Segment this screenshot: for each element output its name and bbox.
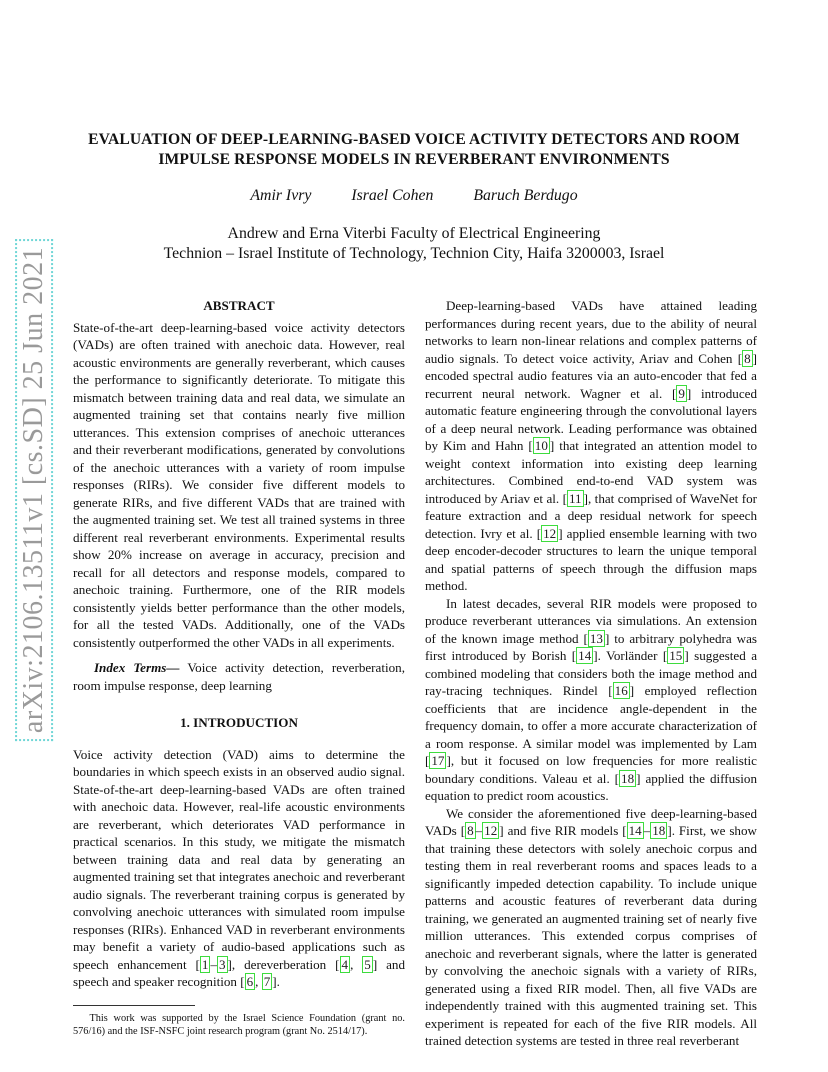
paragraph-text: ] applied the diffusion equation to predict room acoustics. xyxy=(425,770,757,803)
paragraph-text: , xyxy=(350,956,363,972)
citation-link[interactable]: 8 xyxy=(467,823,474,838)
paragraph-text: ] encoded spectral audio features via an auto-encoder that fed a recurrent neural network. Wagner et al. [ xyxy=(425,350,757,401)
title-line-2: IMPULSE RESPONSE MODELS IN REVERBERANT ENVIRONMENTS xyxy=(158,151,670,168)
paragraph-text: ] employed reflection coefficients that are incidence angle-dependent in the frequency domain, to offer a more accurate characterization of a room response. A similar model was implemented by Lam [ xyxy=(425,683,757,768)
citation-link[interactable]: 4 xyxy=(341,956,349,972)
paragraph-text: ] to arbitrary polyhedra was first introduced by Borish [ xyxy=(425,630,758,663)
arxiv-stamp xyxy=(12,246,56,734)
intro-paragraph-1 xyxy=(73,746,405,991)
intro-paragraph-2 xyxy=(425,297,757,595)
citation-link[interactable]: 1 xyxy=(201,956,209,972)
paragraph-text: , xyxy=(255,974,262,989)
paragraph-text: We consider the aforementioned five deep-learning-based VADs [ xyxy=(425,805,757,838)
affiliation xyxy=(60,224,768,264)
intro-paragraph-4 xyxy=(425,805,757,1050)
citation-link[interactable]: 14 xyxy=(578,648,592,663)
paragraph-text: – xyxy=(475,823,483,838)
index-terms-label: Index Terms— xyxy=(93,660,180,675)
footnote: This work was supported by the Israel Science Foundation (grant no. 576/16) and the ISF-NSFC joint research program (grant No. 2514/17). xyxy=(73,1012,405,1037)
citation-link[interactable]: 13 xyxy=(589,630,603,646)
citation-link[interactable]: 7 xyxy=(263,974,271,989)
author-name: Baruch Berdugo xyxy=(473,187,578,204)
citation-link[interactable]: 11 xyxy=(568,490,582,506)
citation-link[interactable]: 17 xyxy=(431,753,445,768)
intro-heading: 1. INTRODUCTION xyxy=(180,715,298,730)
citation-link[interactable]: 18 xyxy=(652,823,666,838)
citation-link[interactable]: 14 xyxy=(628,823,642,838)
arxiv-identifier[interactable]: arXiv:2106.13511v1 [cs.SD] 25 Jun 2021 xyxy=(15,239,53,741)
citation-link[interactable]: 3 xyxy=(218,956,226,972)
paragraph-text: ], that comprised of WaveNet for feature extraction and a deep residual network for speech detection. Ivry et al. [ xyxy=(425,490,757,541)
paragraph-text: ] that integrated an attention model to weight context information into existing deep learning architectures. Combined end-to-end VAD system was introduced by Ariav et al. [ xyxy=(425,438,758,506)
author-name: Amir Ivry xyxy=(250,187,312,204)
paragraph-text: In latest decades, several RIR models were proposed to produce reverberant utterances via simulations. An extension of the known image method [ xyxy=(425,595,757,646)
paragraph-text: ] suggested a combined modeling that considers both the image method and ray-tracing techniques. Rindel [ xyxy=(425,648,757,698)
paragraph-text: ] and speech and speaker recognition [ xyxy=(73,956,405,989)
citation-link[interactable]: 15 xyxy=(669,648,683,663)
paragraph-text: ] introduced automatic feature engineering through the convolutional layers of a deep neural network. Leading performance was obtained by Kim and Hahn [ xyxy=(425,385,757,453)
paragraph-text: ]. xyxy=(272,974,280,989)
paragraph-text: ], but it focused on low frequencies for more realistic boundary conditions. Valeau et al. [ xyxy=(425,753,757,786)
affiliation-line-2: Technion – Israel Institute of Technology, Technion City, Haifa 3200003, Israel xyxy=(163,245,665,262)
abstract-text: State-of-the-art deep-learning-based voice activity detectors (VADs) are often trained with anechoic data. However, real acoustic environments are generally reverberant, which causes the performance to significantly deteriorate. To mitigate this mismatch between training data and real data, we simulate an augmented training set that contains nearly five million utterances. This extension comprises of anechoic utterances and their reverberant modifications, generated by convolutions of the anechoic utterances with a variety of room impulse responses (RIRs). We consider five different models to generate RIRs, and five different VADs that are trained with the augmented training set. We test all trained systems in three different real reverberant environments. Experimental results show 20% increase on average in accuracy, precision and recall for all detectors and response models, compared to anechoic training. Furthermore, one of the RIR models consistently yields better performance than the other models, for all the tested VADs. Additionally, one of the VADs consistently outperformed the other VADs in all experiments. xyxy=(73,319,405,650)
intro-paragraph-3 xyxy=(425,595,757,805)
title-line-1: EVALUATION OF DEEP-LEARNING-BASED VOICE ACTIVITY DETECTORS AND ROOM xyxy=(88,131,740,148)
citation-link[interactable]: 10 xyxy=(534,438,548,453)
paragraph-text: ] and five RIR models [ xyxy=(499,823,627,838)
abstract-heading: ABSTRACT xyxy=(203,298,275,313)
citation-link[interactable]: 6 xyxy=(246,974,254,989)
paragraph-text: – xyxy=(643,823,651,838)
citation-link[interactable]: 9 xyxy=(678,385,685,401)
affiliation-line-1: Andrew and Erna Viterbi Faculty of Electrical Engineering xyxy=(227,225,601,242)
citation-link[interactable]: 18 xyxy=(621,770,635,786)
paragraph-text: ]. First, we show that training these detectors with solely anechoic corpus and testing them in real reverberant rooms and spaces leads to a significantly impeded detection capability. To include unique patterns and acoustic features of reverberant data during training, we generated an augmented training set of nearly five million utterances. This extended corpus comprises of anechoic and reverberant signals, where the latter is generated by convolving the anechoic signals with a variety of RIRs, generated using a fixed RIR model. Then, all five VADs are independently trained with this augmented training set. This experiment is repeated for each of the five RIR models. All trained detection systems are tested in three real reverberant xyxy=(425,823,757,1048)
citation-link[interactable]: 12 xyxy=(484,823,498,838)
author-list xyxy=(60,186,768,206)
index-terms xyxy=(73,659,405,694)
paragraph-text: ] applied ensemble learning with two deep encoder-decoder structures to learn the unique temporal and spatial patterns of speech through the diffusion maps method. xyxy=(425,525,757,593)
citation-link[interactable]: 16 xyxy=(614,683,628,698)
citation-link[interactable]: 5 xyxy=(364,956,371,972)
author-name: Israel Cohen xyxy=(351,187,434,204)
left-column xyxy=(73,297,405,1039)
right-column xyxy=(425,297,757,1050)
citation-link[interactable]: 8 xyxy=(744,350,751,366)
citation-link[interactable]: 12 xyxy=(543,525,557,541)
paragraph-text: Voice activity detection (VAD) aims to determine the boundaries in which speech exists in an observed audio signal. State-of-the-art deep-learning-based VADs are often trained with anechoic data. However, real-life acoustic environments are reverberant, which deteriorates VAD performance in practical scenarios. In this study, we mitigate the mismatch between training data and real data by generating an augmented training set that integrates anechoic and reverberant audio signals. The reverberant training corpus is generated by convolving anechoic utterances with simulated room impulse responses (RIRs). Enhanced VAD in reverberant environments may benefit a variety of audio-based applications such as speech enhancement [ xyxy=(73,746,405,972)
index-terms-text: Voice activity detection, reverberation, room impulse response, deep learning xyxy=(73,660,405,693)
paragraph-text: – xyxy=(210,956,217,972)
paragraph-text: ]. Vorländer [ xyxy=(593,648,668,663)
footnote-rule xyxy=(73,1005,195,1006)
paragraph-text: Deep-learning-based VADs have attained leading performances during recent years, due to the ability of neural networks to learn non-linear relations and complex patterns of audio signals. To detect voice activity, Ariav and Cohen [ xyxy=(425,298,757,366)
paper-title xyxy=(60,130,768,170)
paragraph-text: ], dereverberation [ xyxy=(227,956,340,972)
